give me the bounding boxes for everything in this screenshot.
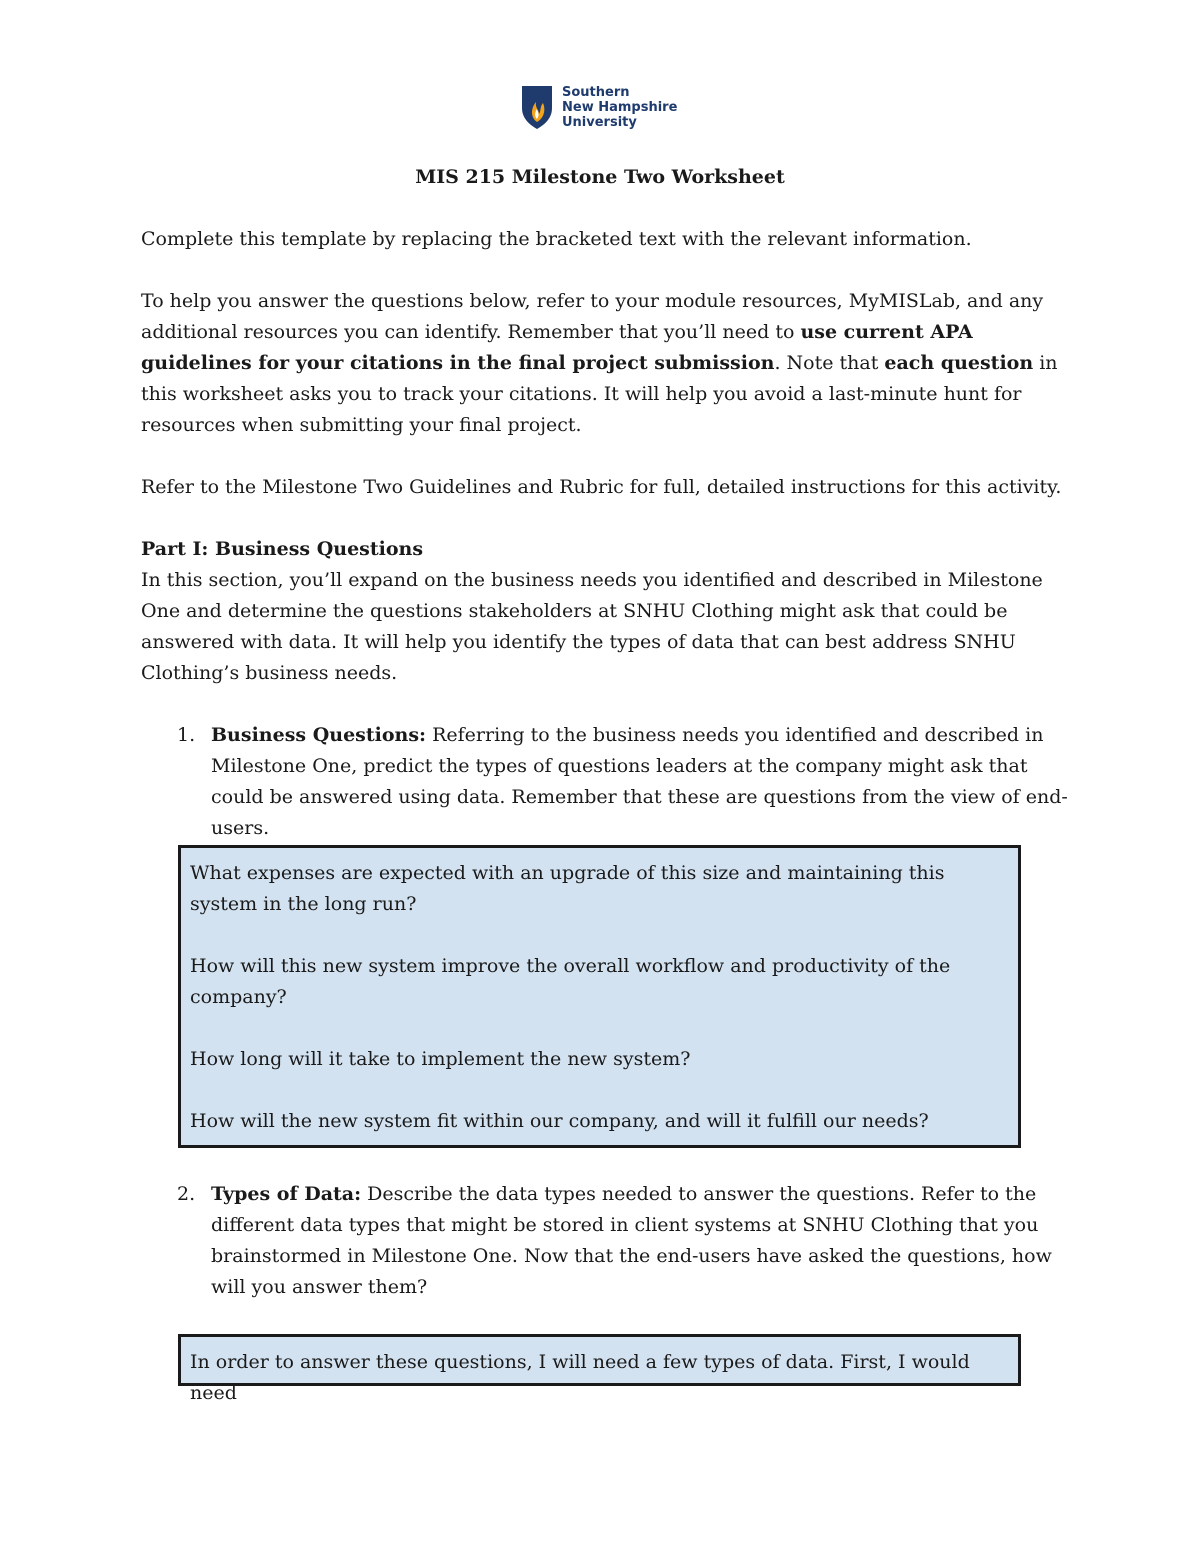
resources-bold-each-question: each question xyxy=(884,352,1034,374)
resources-text-b: . Note that xyxy=(774,352,885,374)
question-item-2 xyxy=(141,1179,1071,1303)
part1-section xyxy=(141,534,1071,689)
logo-line-2: New Hampshire xyxy=(562,99,678,115)
instruction-paragraph: Complete this template by replacing the bracketed text with the relevant information. xyxy=(141,228,972,250)
part1-description: In this section, you’ll expand on the business needs you identified and described in Milestone One and determine the questions stakeholders at SNHU Clothing might ask that could be answered with data. It will help you identify the types of data that can best address SNHU Clothing’s business needs. xyxy=(141,569,1043,684)
answer-paragraph: How will the new system fit within our company, and will it fulfill our needs? xyxy=(190,1110,929,1132)
logo-line-3: University xyxy=(562,114,637,130)
logo-line-1: Southern xyxy=(562,84,630,100)
shield-flame-icon xyxy=(520,84,554,130)
resources-bold-apa: use current APA guidelines for your citations in the final project submission xyxy=(141,321,973,374)
snhu-logo xyxy=(520,84,677,130)
question-item-1 xyxy=(141,720,1071,844)
answer-box-1[interactable] xyxy=(178,845,1021,1148)
question-body: Describe the data types needed to answer the questions. Refer to the different data types that might be stored in client systems at SNHU Clothing that you brainstormed in Milestone One. Now that the end-users have asked the questions, how will you answer them? xyxy=(211,1183,1052,1298)
question-number: 2. xyxy=(177,1183,196,1205)
logo-wordmark xyxy=(562,85,677,130)
question-text xyxy=(211,720,1071,844)
question-number: 1. xyxy=(177,724,196,746)
answer-paragraph: How long will it take to implement the new system? xyxy=(190,1048,691,1070)
resources-text-c: in this worksheet asks you to track your citations. It will help you avoid a last-minute hunt for resources when submitting your final project. xyxy=(141,352,1058,436)
question-body: Referring to the business needs you identified and described in Milestone One, predict the types of questions leaders at the company might ask that could be answered using data. Remember that these are questions from the view of end-users. xyxy=(211,724,1068,839)
resources-paragraph xyxy=(141,286,1071,441)
question-label: Business Questions: xyxy=(211,724,427,746)
answer-box-2[interactable] xyxy=(178,1334,1021,1404)
part1-heading: Part I: Business Questions xyxy=(141,538,424,560)
page-title: MIS 215 Milestone Two Worksheet xyxy=(415,166,785,188)
answer-paragraph: How will this new system improve the overall workflow and productivity of the company? xyxy=(190,955,951,1008)
question-text xyxy=(211,1179,1071,1303)
answer-paragraph: What expenses are expected with an upgrade of this size and maintaining this system in the long run? xyxy=(190,862,945,915)
question-label: Types of Data: xyxy=(211,1183,362,1205)
resources-text-a: To help you answer the questions below, refer to your module resources, MyMISLab, and any additional resources you can identify. Remember that you’ll need to xyxy=(141,290,1044,343)
answer-paragraph: In order to answer these questions, I will need a few types of data. First, I would need xyxy=(190,1351,970,1404)
guidelines-paragraph: Refer to the Milestone Two Guidelines and Rubric for full, detailed instructions for this activity. xyxy=(141,476,1062,498)
